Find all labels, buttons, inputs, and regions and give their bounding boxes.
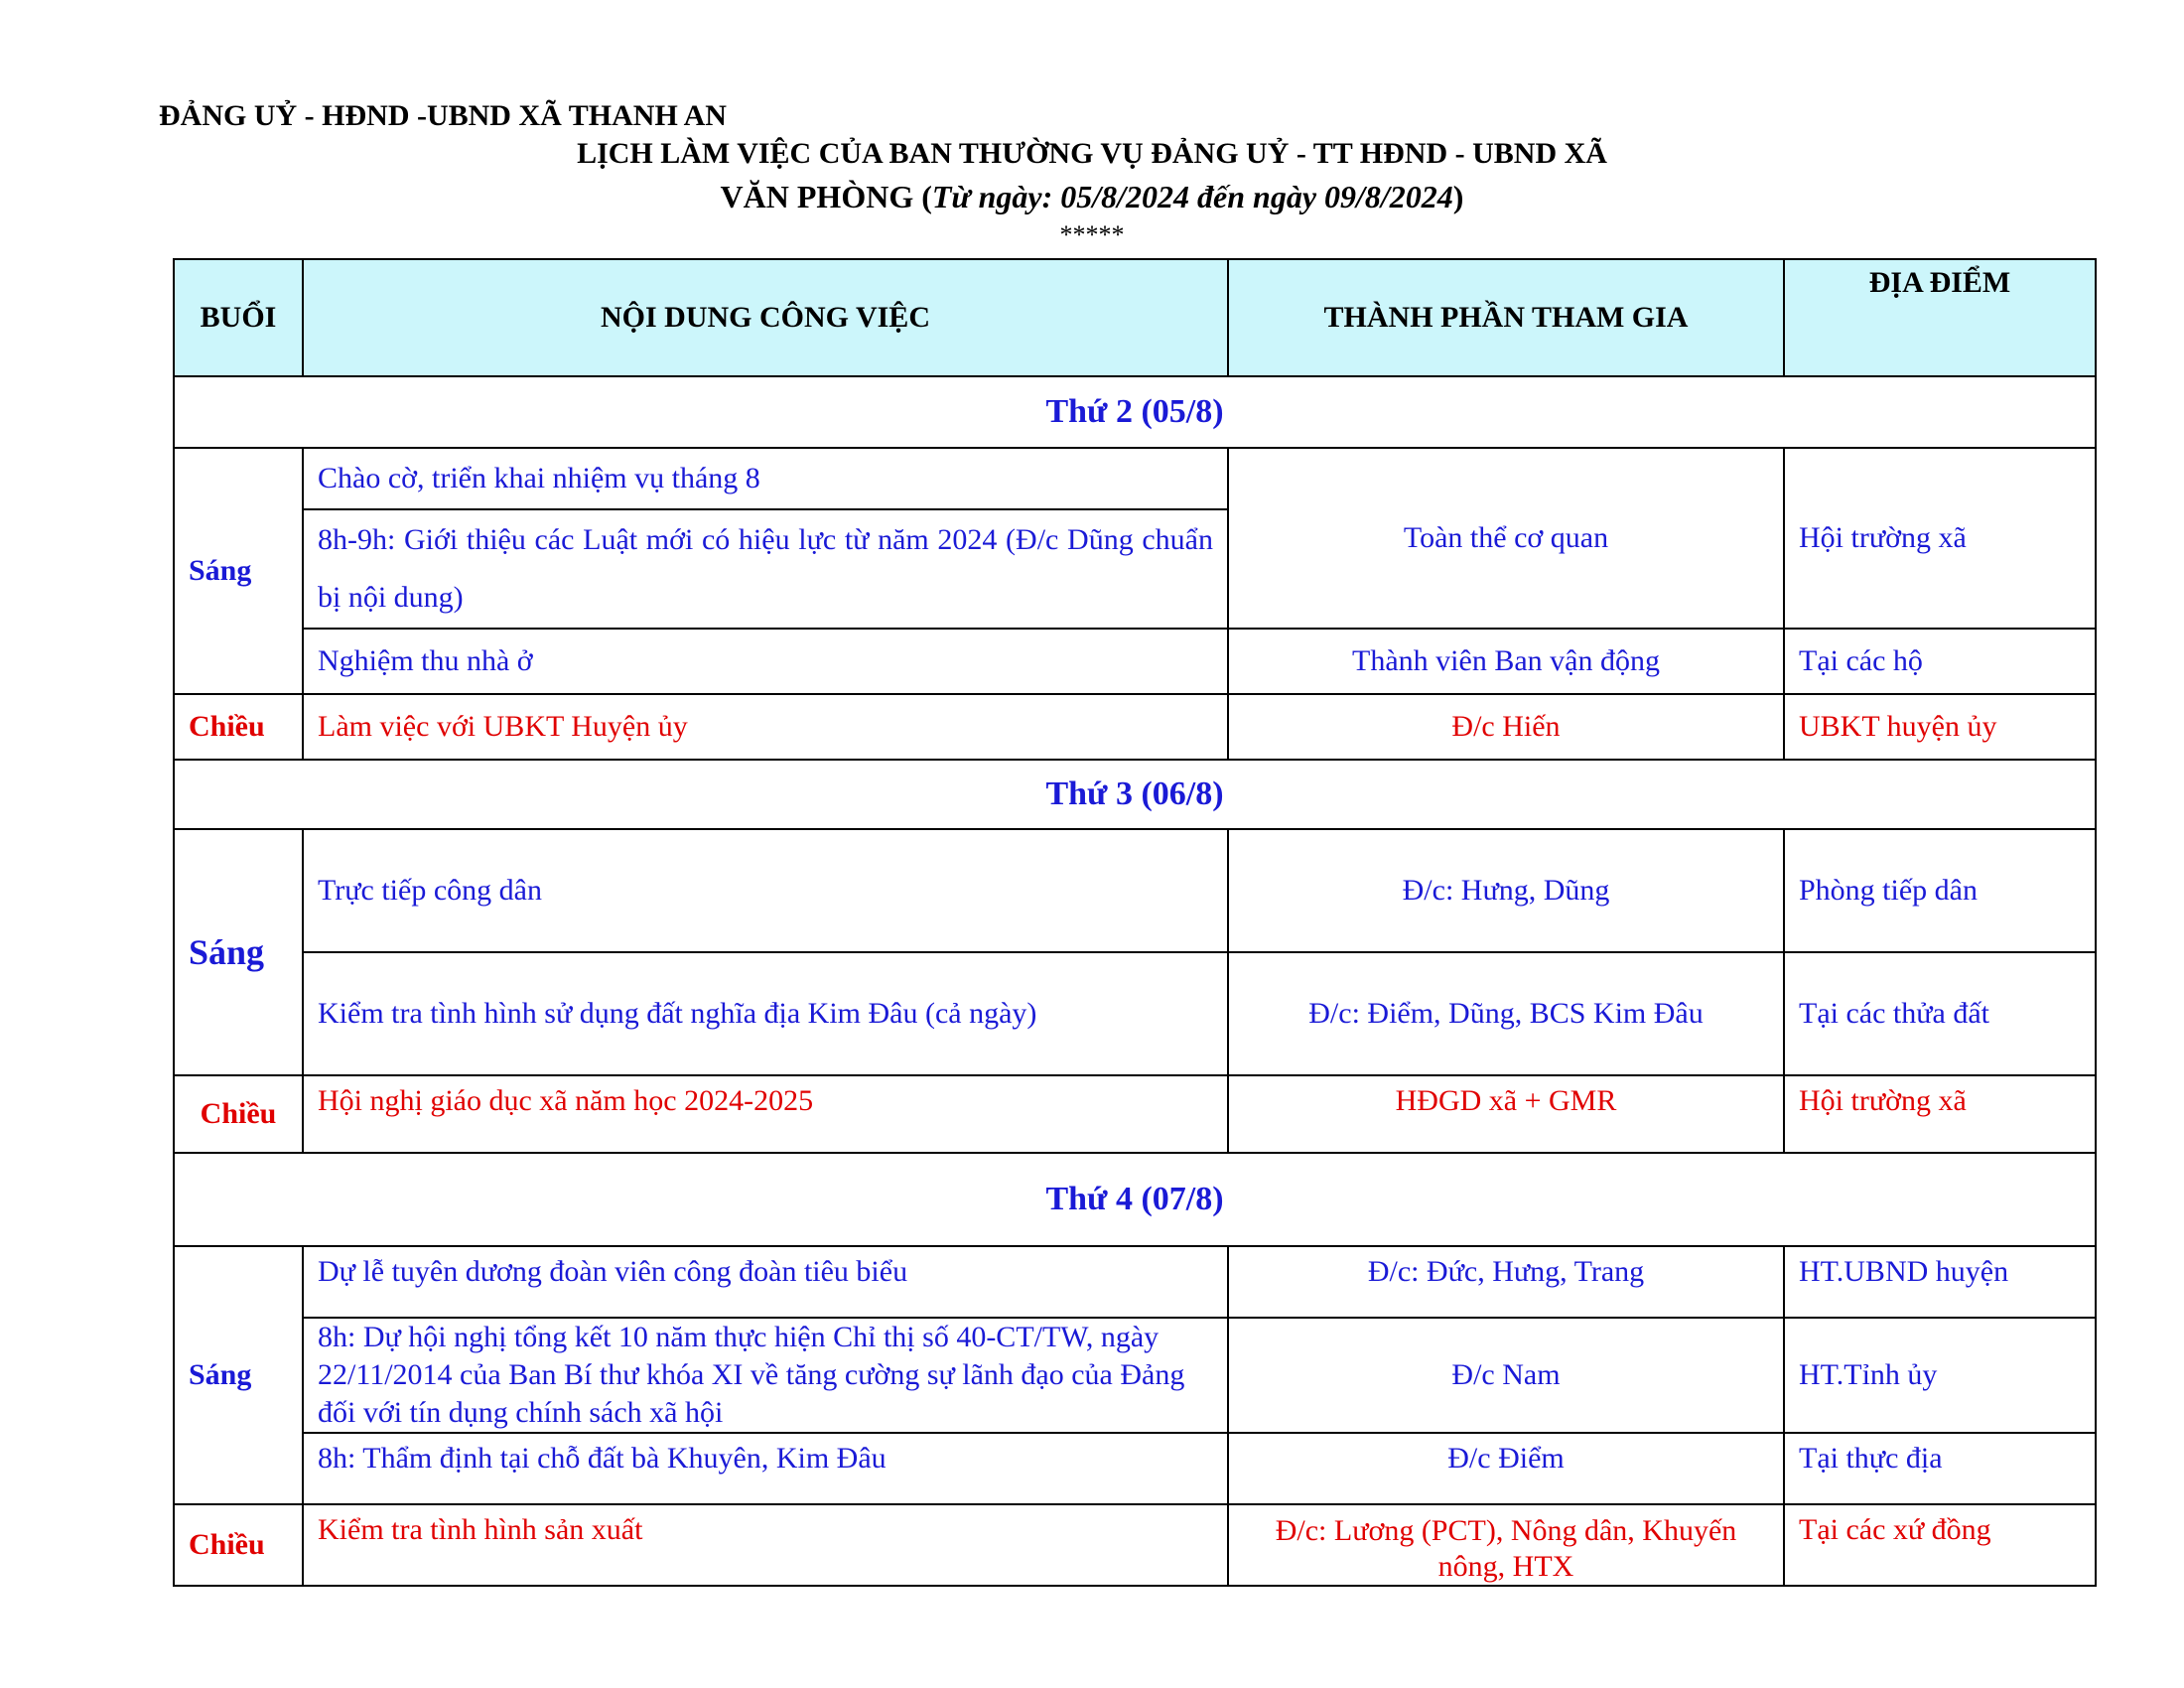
task-location: UBKT huyện ủy (1784, 694, 2096, 760)
col-header-session: BUỔI (174, 259, 303, 376)
task-content: 8h-9h: Giới thiệu các Luật mới có hiệu lực từ năm 2024 (Đ/c Dũng chuẩn bị nội dung) (303, 509, 1228, 629)
session-afternoon: Chiều (174, 1075, 303, 1153)
col-header-content: NỘI DUNG CÔNG VIỆC (303, 259, 1228, 376)
table-row (174, 448, 2096, 509)
task-content: Trực tiếp công dân (303, 829, 1228, 952)
task-content: Làm việc với UBKT Huyện ủy (303, 694, 1228, 760)
task-location: Hội trường xã (1784, 448, 2096, 629)
day-label: Thứ 2 (05/8) (174, 376, 2096, 448)
task-participants: Đ/c Nam (1228, 1318, 1784, 1433)
task-location: Tại các xứ đồng (1784, 1504, 2096, 1586)
task-participants: Thành viên Ban vận động (1228, 629, 1784, 694)
day-row (174, 760, 2096, 829)
task-location: HT.UBND huyện (1784, 1246, 2096, 1318)
session-morning: Sáng (174, 1246, 303, 1504)
task-location: HT.Tỉnh ủy (1784, 1318, 2096, 1433)
schedule-table (173, 258, 2097, 1587)
task-content: Kiểm tra tình hình sản xuất (303, 1504, 1228, 1586)
table-row (174, 694, 2096, 760)
schedule-title: LỊCH LÀM VIỆC CỦA BAN THƯỜNG VỤ ĐẢNG UỶ - TT HĐND - UBND XÃ (577, 137, 1607, 170)
day-label: Thứ 4 (07/8) (174, 1153, 2096, 1246)
table-header-row (174, 259, 2096, 376)
task-participants: Đ/c: Hưng, Dũng (1228, 829, 1784, 952)
task-content: Kiểm tra tình hình sử dụng đất nghĩa địa Kim Đâu (cả ngày) (303, 952, 1228, 1075)
col-header-location: ĐỊA ĐIỂM (1784, 259, 2096, 376)
task-content: Hội nghị giáo dục xã năm học 2024-2025 (303, 1075, 1228, 1153)
day-row (174, 376, 2096, 448)
task-participants: Toàn thể cơ quan (1228, 448, 1784, 629)
task-participants: Đ/c: Đức, Hưng, Trang (1228, 1246, 1784, 1318)
session-morning: Sáng (174, 829, 303, 1075)
task-location: Tại thực địa (1784, 1433, 2096, 1504)
table-row (174, 629, 2096, 694)
task-participants: Đ/c Điểm (1228, 1433, 1784, 1504)
task-participants: HĐGD xã + GMR (1228, 1075, 1784, 1153)
task-location: Phòng tiếp dân (1784, 829, 2096, 952)
subtitle-suffix: ) (1452, 179, 1464, 214)
task-participants: Đ/c Hiến (1228, 694, 1784, 760)
schedule-subtitle (0, 179, 2184, 215)
subtitle-prefix: VĂN PHÒNG ( (720, 179, 932, 214)
task-content: Dự lễ tuyên dương đoàn viên công đoàn tiêu biểu (303, 1246, 1228, 1318)
table-row (174, 1246, 2096, 1318)
table-row (174, 1075, 2096, 1153)
task-location: Tại các thửa đất (1784, 952, 2096, 1075)
table-row (174, 829, 2096, 952)
session-afternoon: Chiều (174, 1504, 303, 1586)
col-header-participants: THÀNH PHẦN THAM GIA (1228, 259, 1784, 376)
task-content: 8h: Thẩm định tại chỗ đất bà Khuyên, Kim Đâu (303, 1433, 1228, 1504)
task-participants: Đ/c: Lương (PCT), Nông dân, Khuyến nông, HTX (1228, 1504, 1784, 1586)
organization-name: ĐẢNG UỶ - HĐND -UBND XÃ THANH AN (159, 99, 727, 132)
task-location: Tại các hộ (1784, 629, 2096, 694)
task-location: Hội trường xã (1784, 1075, 2096, 1153)
date-range: Từ ngày: 05/8/2024 đến ngày 09/8/2024 (931, 179, 1453, 214)
session-afternoon: Chiều (174, 694, 303, 760)
table-row (174, 952, 2096, 1075)
day-row (174, 1153, 2096, 1246)
table-row (174, 1433, 2096, 1504)
separator-stars: ***** (1059, 220, 1125, 249)
task-content: Chào cờ, triển khai nhiệm vụ tháng 8 (303, 448, 1228, 509)
task-content: 8h: Dự hội nghị tổng kết 10 năm thực hiện Chỉ thị số 40-CT/TW, ngày 22/11/2014 của Ban Bí thư khóa XI về tăng cường sự lãnh đạo của Đảng đối với tín dụng chính sách xã hội (303, 1318, 1228, 1433)
day-label: Thứ 3 (06/8) (174, 760, 2096, 829)
table-row (174, 1318, 2096, 1433)
task-content: Nghiệm thu nhà ở (303, 629, 1228, 694)
task-participants: Đ/c: Điểm, Dũng, BCS Kim Đâu (1228, 952, 1784, 1075)
table-row (174, 1504, 2096, 1586)
session-morning: Sáng (174, 448, 303, 694)
